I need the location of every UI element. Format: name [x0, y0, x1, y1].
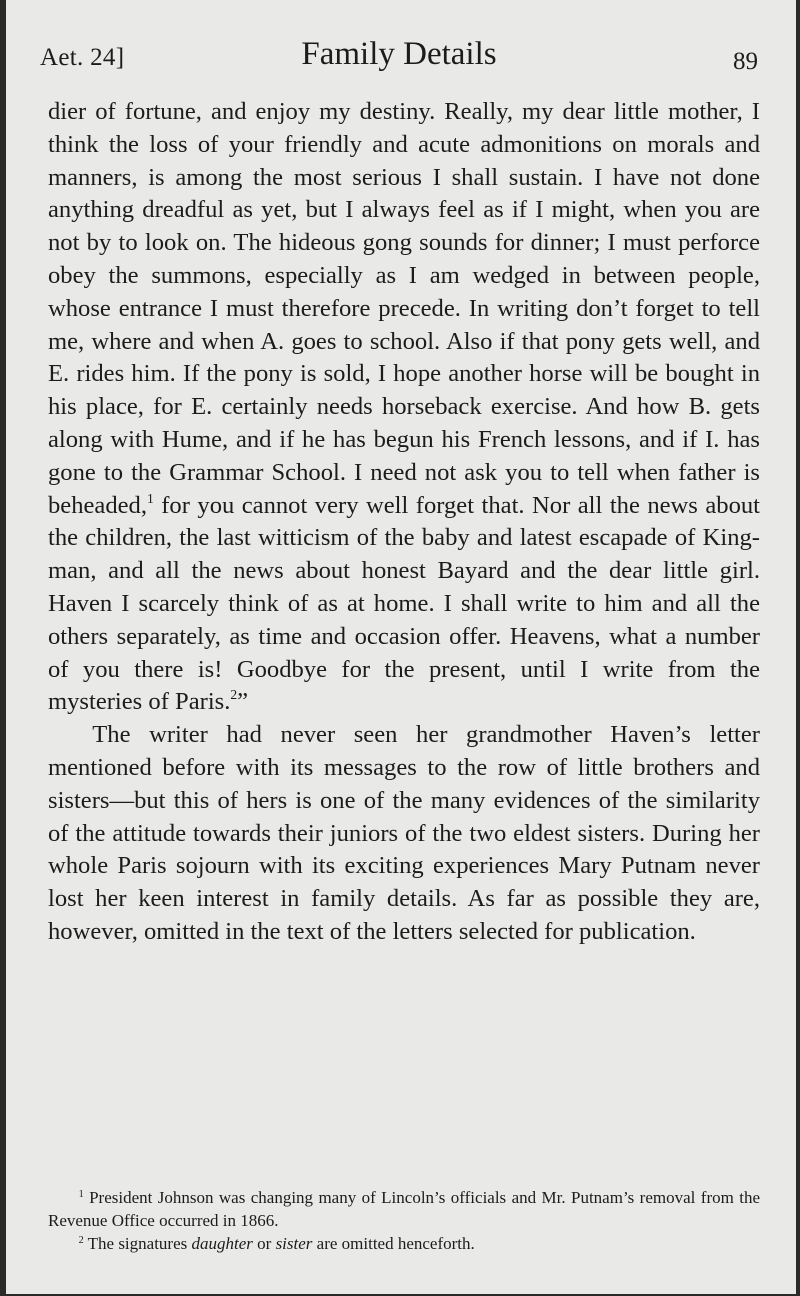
- footnote-ref-2: 2: [230, 687, 238, 703]
- footnote-2-italic-daughter: daughter: [191, 1234, 253, 1253]
- paragraph-2: The writer had never seen her grandmother Haven’s letter mentioned before with its messages to the row of little brothers and sisters—but this of hers is one of the many evidences of the similarity of the attitude towards their juniors of the two eldest sisters. During her whole Paris sojourn with its exciting experiences Mary Putnam never lost her keen interest in family details. As far as possible they are, however, omitted in the text of the letters selected for publication.: [48, 721, 760, 945]
- footnote-1-marker: 1: [78, 1188, 84, 1200]
- body-text: [48, 96, 760, 949]
- closing-quote: ”: [237, 688, 249, 716]
- running-head-title: Family Details: [301, 36, 497, 72]
- footnotes: [48, 1186, 760, 1255]
- footnote-1: [48, 1186, 760, 1232]
- paragraph-1: [48, 96, 760, 719]
- paragraph-1-text-continued: for you cannot very well forget that. Nor all the news about the children, the last witticism of the baby and latest escapade of Kingman, and all the news about honest Bayard and the dear little girl. Haven I scarcely think of as at home. I shall write to him and all the others separately, as time and occasion offer. Heavens, what a number of you there is! Goodbye for the present, until I write from the mysteries of Paris.: [48, 491, 760, 716]
- footnote-1-text: President Johnson was changing many of Lincoln’s officials and Mr. Putnam’s removal from the Revenue Office occurred in 1866.: [48, 1188, 760, 1230]
- footnote-2: [48, 1232, 760, 1255]
- page-number: 89: [733, 48, 758, 75]
- footnote-2-marker: 2: [78, 1234, 84, 1246]
- footnote-2-post: are omitted henceforth.: [312, 1234, 475, 1253]
- book-page: [6, 0, 796, 1294]
- footnote-2-pre: The signatures: [87, 1234, 192, 1253]
- running-head-left: Aet. 24]: [40, 44, 125, 71]
- footnote-2-mid: or: [252, 1234, 276, 1253]
- footnote-2-italic-sister: sister: [275, 1234, 313, 1253]
- footnote-ref-1: 1: [147, 490, 154, 506]
- running-header: [40, 36, 758, 80]
- paragraph-1-text: dier of fortune, and enjoy my destiny. Really, my dear little mother, I think the loss of your friendly and acute admonitions on morals and manners, is among the most serious I shall sustain. I have not done anything dreadful as yet, but I always feel as if I might, when you are not by to look on. The hideous gong sounds for dinner; I must perforce obey the summons, especially as I am wedged in between people, whose entrance I must therefore precede. In writing don’t forget to tell me, where and when A. goes to school. Also if that pony gets well, and E. rides him. If the pony is sold, I hope another horse will be bought in his place, for E. certainly needs horseback exercise. And how B. gets along with Hume, and if he has begun his French lessons, and if I. has gone to the Grammar School. I need not ask you to tell when father is beheaded,: [48, 98, 760, 519]
